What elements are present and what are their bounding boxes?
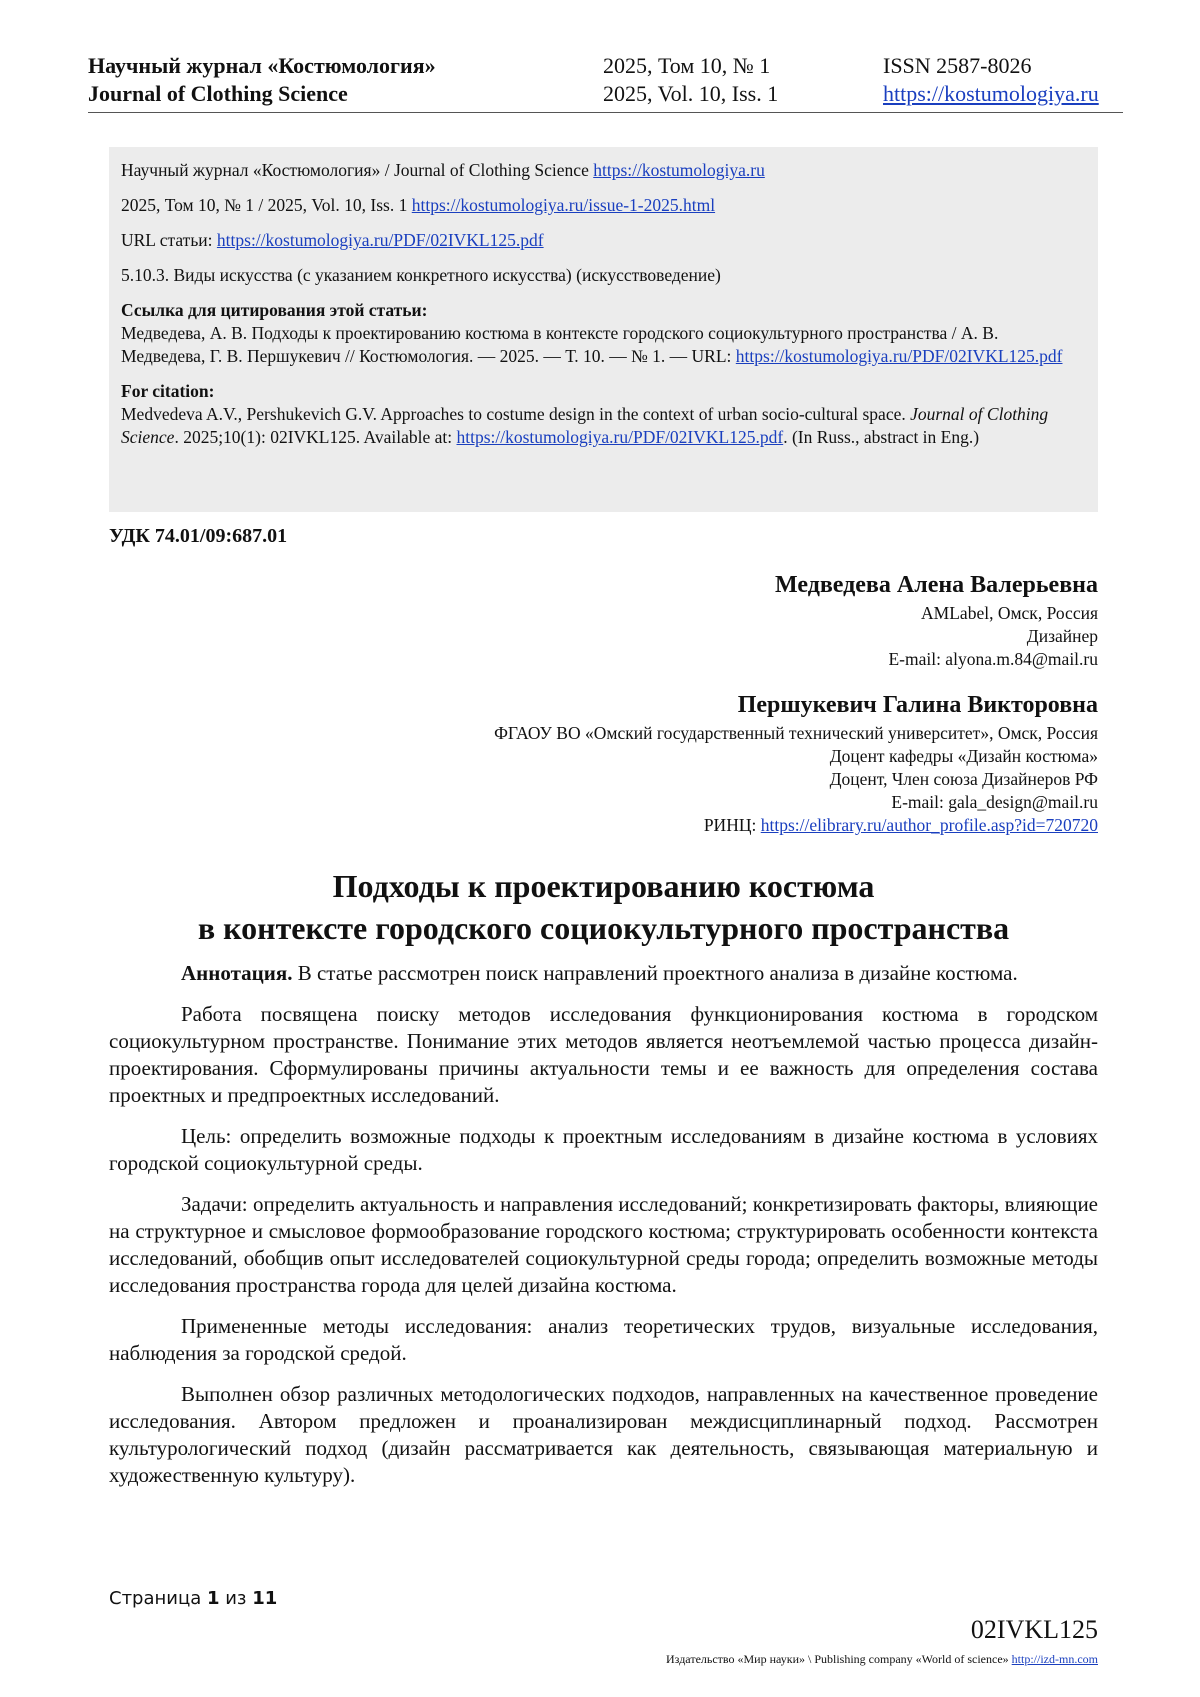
publisher-line: Издательство «Мир науки» \ Publishing company «World of science» http://izd-mn.com <box>666 1652 1098 1666</box>
article-code: 02IVKL125 <box>970 1615 1098 1644</box>
ru-citation-heading: Ссылка для цитирования этой статьи: <box>121 300 428 320</box>
author-2-position-1: Доцент кафедры «Дизайн костюма» <box>829 746 1098 766</box>
author-2-email: E-mail: gala_design@mail.ru <box>891 792 1098 812</box>
citebox-journal-line: Научный журнал «Костюмология» / Journal of Clothing Science https://kostumologiya.ru <box>121 160 765 180</box>
author-1-email: E-mail: alyona.m.84@mail.ru <box>888 649 1098 669</box>
citebox-specialty-line: 5.10.3. Виды искусства (с указанием конкретного искусства) (искусствоведение) <box>121 265 721 285</box>
author-1-position: Дизайнер <box>1026 626 1098 646</box>
author-2-org: ФГАОУ ВО «Омский государственный технический университет», Омск, Россия <box>494 723 1098 743</box>
citebox-issue-line: 2025, Том 10, № 1 / 2025, Vol. 10, Iss. 1 https://kostumologiya.ru/issue-1-2025.html <box>121 195 716 215</box>
abstract-paragraph: Аннотация. В статье рассмотрен поиск направлений проектного анализа в дизайне костюма. <box>181 961 1018 985</box>
journal-name-ru: Научный журнал «Костюмология» <box>88 53 436 78</box>
en-citation-link[interactable]: https://kostumologiya.ru/PDF/02IVKL125.pdf <box>456 427 784 447</box>
citebox-en-citation: For citation: Medvedeva A.V., Pershukevich G.V. Approaches to costume design in the context of urban socio-cultural space. Journal of Clothing Science. 2025;10(1): 02IVKL125. Available at: https://kostumologiya.ru/PDF/02IVKL125.pdf. (In Russ., abstract in Eng.) <box>121 381 1049 447</box>
abstract-paragraph: Примененные методы исследования: анализ теоретических трудов, визуальные исследования, наблюдения за городской средой. <box>109 1314 1098 1365</box>
abstract <box>109 960 1098 1503</box>
issue-info <box>603 52 778 108</box>
author-1-org: AMLabel, Омск, Россия <box>921 603 1098 623</box>
issue-en: 2025, Vol. 10, Iss. 1 <box>603 81 779 106</box>
title-line-2: в контексте городского социокультурного пространства <box>197 910 1010 946</box>
en-journal-name: Journal of Clothing Science <box>121 404 1049 447</box>
citebox-issue-link[interactable]: https://kostumologiya.ru/issue-1-2025.html <box>411 195 716 215</box>
citebox-article-link[interactable]: https://kostumologiya.ru/PDF/02IVKL125.pdf <box>216 230 544 250</box>
journal-name-en: Journal of Clothing Science <box>88 81 348 106</box>
author-1-name: Медведева Алена Валерьевна <box>775 572 1098 598</box>
citebox-ru-citation: Ссылка для цитирования этой статьи: Медведева, А. В. Подходы к проектированию костюма в контексте городского социокультурного пространства / А. В. Медведева, Г. В. Першукевич // Костюмология. — 2025. — Т. 10. — № 1. — URL: https://kostumologiya.ru/PDF/02IVKL125.pdf <box>121 300 1063 366</box>
issue-ru: 2025, Том 10, № 1 <box>603 53 771 78</box>
abstract-paragraph: Работа посвящена поиску методов исследования функционирования костюма в городском социокультурном пространстве. Понимание этих методов является неотъемлемой частью процесса дизайн-проектирования. Сформулированы причины актуальности темы и ее важность для определения состава проектных и предпроектных исследований. <box>109 1002 1098 1107</box>
publisher-link[interactable]: http://izd-mn.com <box>1011 1652 1098 1666</box>
citation-box <box>109 147 1098 512</box>
author-2 <box>494 690 1098 837</box>
author-2-name: Першукевич Галина Викторовна <box>737 692 1098 718</box>
article-title <box>109 865 1098 949</box>
title-line-1: Подходы к проектированию костюма <box>332 868 875 904</box>
author-2-position-2: Доцент, Член союза Дизайнеров РФ <box>829 769 1098 789</box>
journal-name <box>88 52 436 108</box>
udk-code: УДК 74.01/09:687.01 <box>109 525 288 547</box>
abstract-paragraph: Цель: определить возможные подходы к проектным исследованиям в дизайне костюма в условиях городской социокультурной среды. <box>109 1124 1098 1175</box>
author-1 <box>775 570 1098 671</box>
citebox-journal-link[interactable]: https://kostumologiya.ru <box>593 160 765 180</box>
en-citation-heading: For citation: <box>121 381 215 401</box>
citebox-url-line: URL статьи: https://kostumologiya.ru/PDF/02IVKL125.pdf <box>121 230 544 250</box>
journal-site-link[interactable]: https://kostumologiya.ru <box>883 81 1099 106</box>
author-2-rinc: РИНЦ: https://elibrary.ru/author_profile.asp?id=720720 <box>703 815 1098 835</box>
abstract-paragraph: Выполнен обзор различных методологических подходов, направленных на качественное проведение исследования. Автором предложен и проанализирован междисциплинарный подход. Рассмотрен культурологический подход (дизайн рассматривается как деятельность, связывающая материальную и художественную культуру). <box>109 1382 1098 1487</box>
abstract-paragraph: Задачи: определить актуальность и направления исследований; конкретизировать факторы, влияющие на структурное и смысловое формообразование городского костюма; структурировать особенности контекста исследований, обобщив опыт исследователей социокультурной среды города; определить возможные методы исследования пространства города для целей дизайна костюма. <box>109 1192 1098 1297</box>
page-number: Страница 1 из 11 <box>109 1588 278 1609</box>
issn: ISSN 2587-8026 <box>883 53 1032 78</box>
abstract-lead: Аннотация. <box>181 961 293 985</box>
journal-header <box>88 52 1123 113</box>
rinc-profile-link[interactable]: https://elibrary.ru/author_profile.asp?id=720720 <box>760 815 1098 835</box>
issn-block <box>883 52 1099 108</box>
ru-citation-link[interactable]: https://kostumologiya.ru/PDF/02IVKL125.pdf <box>735 346 1063 366</box>
